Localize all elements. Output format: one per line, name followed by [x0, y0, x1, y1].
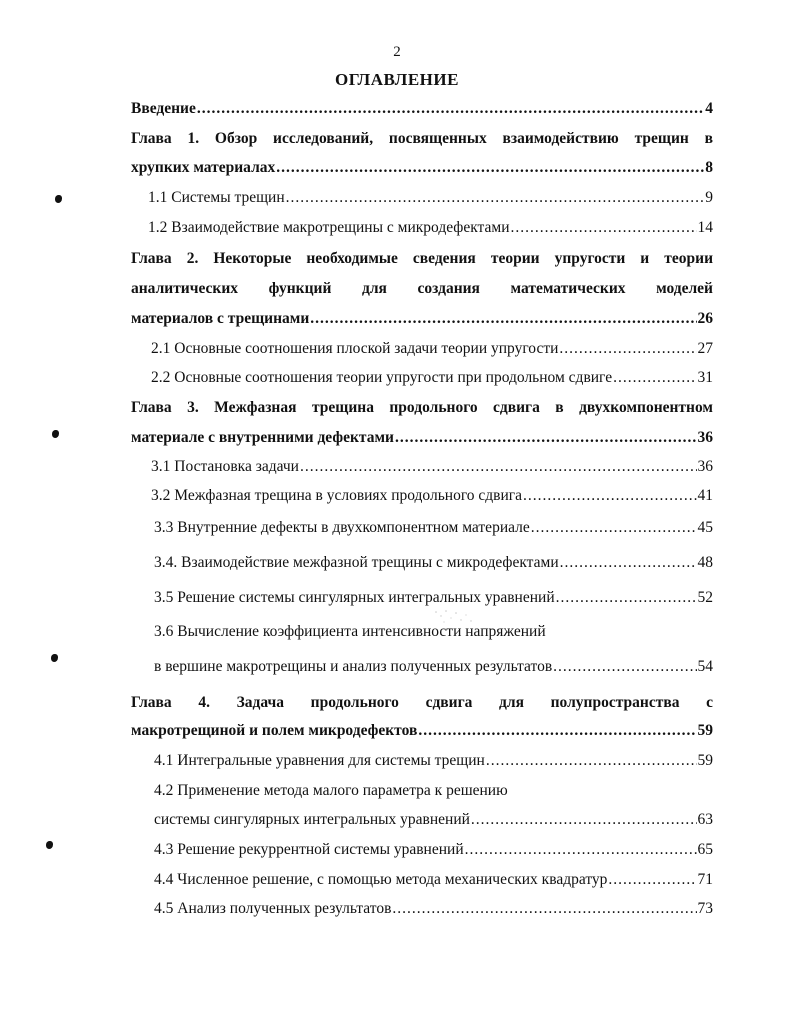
dot-leader	[276, 159, 704, 177]
toc-entry-text: 1.2 Взаимодействие макротрещины с микродефектами	[148, 219, 510, 236]
toc-chapter-1-line-2[interactable]	[131, 159, 713, 177]
toc-section-4-2-line-1[interactable]: 4.2 Применение метода малого параметра к решению	[154, 782, 508, 799]
toc-section-3-3[interactable]	[154, 519, 713, 537]
toc-page-number: 4	[705, 100, 713, 117]
toc-chapter-3-line-2[interactable]	[131, 429, 713, 447]
toc-section-4-5[interactable]	[154, 900, 713, 918]
scan-noise	[432, 606, 476, 626]
toc-entry-text: 2.1 Основные соотношения плоской задачи теории упругости	[151, 340, 559, 357]
scan-mark	[55, 195, 62, 203]
toc-entry-text: в вершине макротрещины и анализ полученных результатов	[154, 658, 553, 675]
scan-mark	[52, 430, 59, 438]
dot-leader	[559, 340, 696, 358]
toc-entry-text: 4.5 Анализ полученных результатов	[154, 900, 392, 917]
toc-section-2-2[interactable]	[151, 369, 713, 387]
dot-leader	[560, 554, 697, 572]
toc-page-number: 63	[697, 811, 713, 828]
toc-chapter-2-line-3[interactable]	[131, 310, 713, 328]
toc-entry-text: 4.3 Решение рекуррентной системы уравнений	[154, 841, 464, 858]
toc-section-3-1[interactable]	[151, 458, 713, 476]
toc-page-number: 59	[697, 722, 713, 739]
toc-section-3-2[interactable]	[151, 487, 713, 505]
toc-entry-text: 3.3 Внутренние дефекты в двухкомпонентном материале	[154, 519, 530, 536]
dot-leader	[197, 100, 704, 118]
toc-page-number: 41	[697, 487, 713, 504]
toc-entry-text: 3.5 Решение системы сингулярных интегральных уравнений	[154, 589, 555, 606]
toc-section-1-2[interactable]	[148, 219, 713, 237]
toc-entry-text: 1.1 Системы трещин	[148, 189, 285, 206]
dot-leader	[392, 900, 696, 918]
toc-chapter-4-line-2[interactable]	[131, 722, 713, 740]
toc-entry-text: 4.1 Интегральные уравнения для системы трещин	[154, 752, 485, 769]
toc-section-3-4[interactable]	[154, 554, 713, 572]
toc-page-number: 54	[697, 658, 713, 675]
toc-page-number: 27	[697, 340, 713, 357]
dot-leader	[613, 369, 696, 387]
scan-mark	[51, 654, 58, 662]
toc-section-3-5[interactable]	[154, 589, 713, 607]
scan-mark	[46, 841, 53, 849]
toc-chapter-3-line-1[interactable]: Глава 3. Межфазная трещина продольного сдвига в двухкомпонентном	[131, 399, 713, 416]
dot-leader	[531, 519, 697, 537]
toc-entry-text: системы сингулярных интегральных уравнений	[154, 811, 470, 828]
toc-page-number: 48	[697, 554, 713, 571]
dot-leader	[523, 487, 696, 505]
toc-page-number: 9	[705, 189, 713, 206]
dot-leader	[511, 219, 697, 237]
toc-section-2-1[interactable]	[151, 340, 713, 358]
toc-title: ОГЛАВЛЕНИЕ	[335, 70, 459, 89]
toc-section-3-6-line-1[interactable]: 3.6 Вычисление коэффициента интенсивности напряжений	[154, 623, 546, 640]
toc-page-number: 52	[697, 589, 713, 606]
toc-page-number: 45	[697, 519, 713, 536]
toc-entry-text: 2.2 Основные соотношения теории упругости при продольном сдвиге	[151, 369, 613, 386]
toc-section-3-6-line-2[interactable]	[154, 658, 713, 676]
dot-leader	[310, 310, 696, 328]
toc-section-1-1[interactable]	[148, 189, 713, 207]
toc-page-number: 71	[697, 871, 713, 888]
toc-page-number: 31	[697, 369, 713, 386]
page-number: 2	[393, 44, 401, 60]
toc-page-number: 8	[705, 159, 713, 176]
dot-leader	[471, 811, 697, 829]
toc-chapter-2-line-1[interactable]: Глава 2. Некоторые необходимые сведения теории упругости и теории	[131, 250, 713, 267]
toc-entry-text: Введение	[131, 100, 196, 117]
toc-entry-text: материале с внутренними дефектами	[131, 429, 394, 446]
toc-page-number: 36	[697, 458, 713, 475]
toc-page-number: 36	[697, 429, 713, 446]
toc-entry-text: 4.4 Численное решение, с помощью метода механических квадратур	[154, 871, 608, 888]
dot-leader	[465, 841, 697, 859]
toc-chapter-2-line-2[interactable]: аналитических функций для создания математических моделей	[131, 280, 713, 297]
toc-page-number: 59	[697, 752, 713, 769]
toc-section-4-1[interactable]	[154, 752, 713, 770]
toc-chapter-1-line-1[interactable]: Глава 1. Обзор исследований, посвященных взаимодействию трещин в	[131, 130, 713, 147]
dot-leader	[486, 752, 697, 770]
toc-page-number: 73	[697, 900, 713, 917]
dot-leader	[286, 189, 705, 207]
dot-leader	[556, 589, 697, 607]
toc-section-4-3[interactable]	[154, 841, 713, 859]
toc-entry-text: 3.4. Взаимодействие межфазной трещины с микродефектами	[154, 554, 559, 571]
toc-chapter-4-line-1[interactable]: Глава 4. Задача продольного сдвига для полупространства с	[131, 694, 713, 711]
dot-leader	[300, 458, 697, 476]
toc-page-number: 26	[697, 310, 713, 327]
dot-leader	[553, 658, 696, 676]
dot-leader	[418, 722, 696, 740]
toc-section-4-4[interactable]	[154, 871, 713, 889]
dot-leader	[608, 871, 696, 889]
toc-entry-text: 3.2 Межфазная трещина в условиях продольного сдвига	[151, 487, 523, 504]
toc-entry-text: материалов с трещинами	[131, 310, 310, 327]
toc-page-number: 14	[697, 219, 713, 236]
toc-page-number: 65	[697, 841, 713, 858]
toc-entry-text: хрупких материалах	[131, 159, 276, 176]
toc-entry-text: макротрещиной и полем микродефектов	[131, 722, 418, 739]
dot-leader	[395, 429, 697, 447]
toc-entry-introduction[interactable]	[131, 100, 713, 118]
toc-section-4-2-line-2[interactable]	[154, 811, 713, 829]
toc-entry-text: 3.1 Постановка задачи	[151, 458, 299, 475]
